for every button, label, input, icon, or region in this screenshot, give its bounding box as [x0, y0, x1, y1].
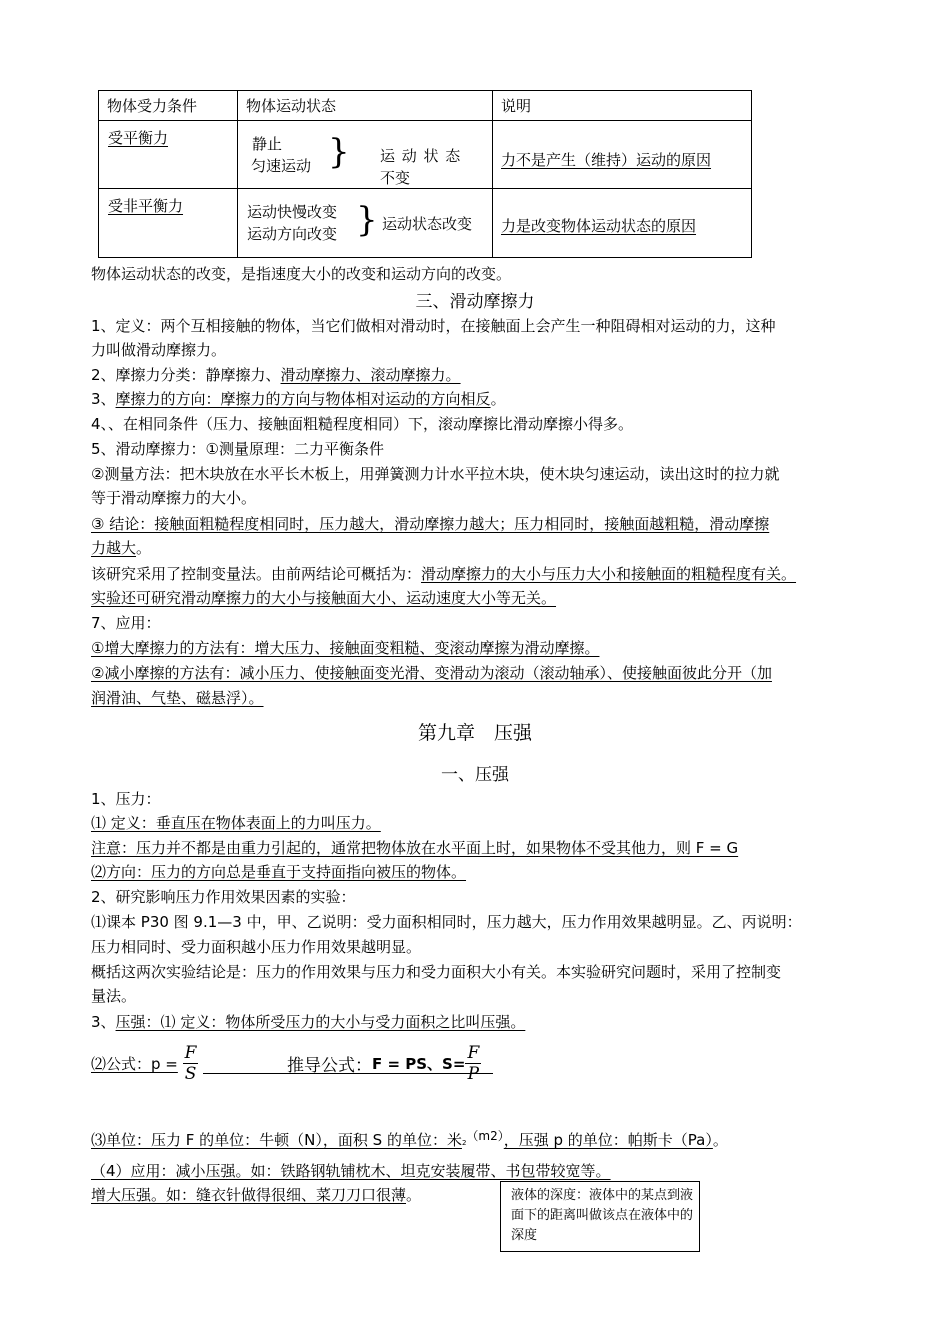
table-header-cell: 物体受力条件	[99, 91, 238, 121]
paragraph: 1、压力：	[91, 790, 161, 808]
paragraph: 量法。	[91, 987, 137, 1005]
table-cell-note: 力不是产生（维持）运动的原因	[493, 121, 752, 189]
table-header-cell: 物体运动状态	[238, 91, 493, 121]
paragraph: 5、滑动摩擦力：①测量原理：二力平衡条件	[91, 440, 384, 458]
brace-symbol: }	[328, 132, 350, 172]
paragraph: 该研究采用了控制变量法。由前两结论可概括为：滑动摩擦力的大小与压力大小和接触面的粗糙程度有关。	[91, 565, 797, 583]
paragraph: ①增大摩擦力的方法有：增大压力、接触面变粗糙、变滚动摩擦为滑动摩擦。	[91, 639, 600, 657]
chapter-title: 第九章 压强	[417, 722, 532, 744]
paragraph: 压力相同时、受力面积越小压力作用效果越明显。	[91, 938, 422, 956]
derived-formula: 推导公式：F = PS、S= $\frac{F}{P}$	[287, 1043, 480, 1084]
table-header-cell: 说明	[493, 91, 752, 121]
paragraph: 等于滑动摩擦力的大小。	[91, 489, 257, 507]
paragraph: 3、摩擦力的方向：摩擦力的方向与物体相对运动的方向相反。	[91, 390, 506, 408]
paragraph: 实验还可研究滑动摩擦力的大小与接触面大小、运动速度大小等无关。	[91, 589, 557, 607]
paragraph: ③ 结论：接触面粗糙程度相同时，压力越大，滑动摩擦力越大；压力相同时，接触面越粗糙，滑动摩擦	[91, 515, 770, 533]
fraction: $\frac{F}{S}$	[184, 1043, 197, 1084]
table-cell-condition: 受非平衡力	[99, 189, 238, 258]
paragraph: ⑴课本 P30 图 9.1—3 中，甲、乙说明：受力面积相同时，压力越大，压力作用效果越明显。乙、丙说明：	[91, 913, 802, 931]
paragraph: 2、研究影响压力作用效果因素的实验：	[91, 888, 356, 906]
liquid-depth-note-box: 液体的深度：液体中的某点到液面下的距离叫做该点在液体中的深度	[500, 1181, 700, 1252]
paragraph: 力叫做滑动摩擦力。	[91, 341, 227, 359]
paragraph: 2、摩擦力分类：静摩擦力、滑动摩擦力、滚动摩擦力。	[91, 366, 461, 384]
paragraph: 增大压强。如：缝衣针做得很细、菜刀刀口很薄。	[91, 1186, 422, 1204]
pressure-formula: ⑵公式：p = $\frac{F}{S}$	[91, 1043, 197, 1084]
paragraph: （4）应用：减小压强。如：铁路钢轨铺枕木、坦克安装履带、书包带较宽等。	[91, 1162, 611, 1180]
brace-symbol: }	[356, 200, 378, 240]
paragraph: 4、、在相同条件（压力、接触面粗糙程度相同）下，滚动摩擦比滑动摩擦小得多。	[91, 415, 634, 433]
paragraph: 注意：压力并不都是由重力引起的，通常把物体放在水平面上时，如果物体不受其他力，则 F = G	[91, 839, 739, 857]
paragraph: 润滑油、气垫、磁悬浮）。	[91, 689, 264, 707]
paragraph: 1、定义：两个互相接触的物体，当它们做相对滑动时，在接触面上会产生一种阻碍相对运动的力，这种	[91, 317, 776, 335]
section-title: 三、滑动摩擦力	[415, 292, 535, 312]
table-cell-note: 力是改变物体运动状态的原因	[493, 189, 752, 258]
table-cell-condition: 受平衡力	[99, 121, 238, 189]
paragraph: 3、压强：⑴ 定义：物体所受压力的大小与受力面积之比叫压强。	[91, 1013, 526, 1031]
paragraph: ⑴ 定义：垂直压在物体表面上的力叫压力。	[91, 814, 381, 832]
paragraph: ⑶单位：压力 F 的单位：牛顿（N），面积 S 的单位：米$2^{(m2)}$，压强 p 的单位：帕斯卡（Pa）。	[91, 1129, 728, 1149]
paragraph: 7、应用：	[91, 614, 161, 632]
section-title: 一、压强	[441, 765, 509, 785]
paragraph: ②测量方法：把木块放在水平长木板上，用弹簧测力计水平拉木块，使木块匀速运动，读出这时的拉力就	[91, 465, 780, 483]
table-cell-state: 静止 匀速运动 } 运 动 状 态 不变	[238, 121, 493, 189]
paragraph: ②减小摩擦的方法有：减小压力、使接触面变光滑、变滑动为滚动（滚动轴承）、使接触面彼此分开（加	[91, 664, 772, 682]
table-cell-state: 运动快慢改变 运动方向改变 } 运动状态改变	[238, 189, 493, 258]
motion-change-note: 物体运动状态的改变，是指速度大小的改变和运动方向的改变。	[91, 265, 512, 283]
force-motion-table	[98, 90, 752, 258]
paragraph: ⑵方向：压力的方向总是垂直于支持面指向被压的物体。	[91, 863, 467, 881]
paragraph: 概括这两次实验结论是：压力的作用效果与压力和受力面积大小有关。本实验研究问题时，采用了控制变	[91, 963, 782, 981]
paragraph: 力越大。	[91, 539, 152, 557]
fraction: $\frac{F}{P}$	[467, 1043, 480, 1084]
